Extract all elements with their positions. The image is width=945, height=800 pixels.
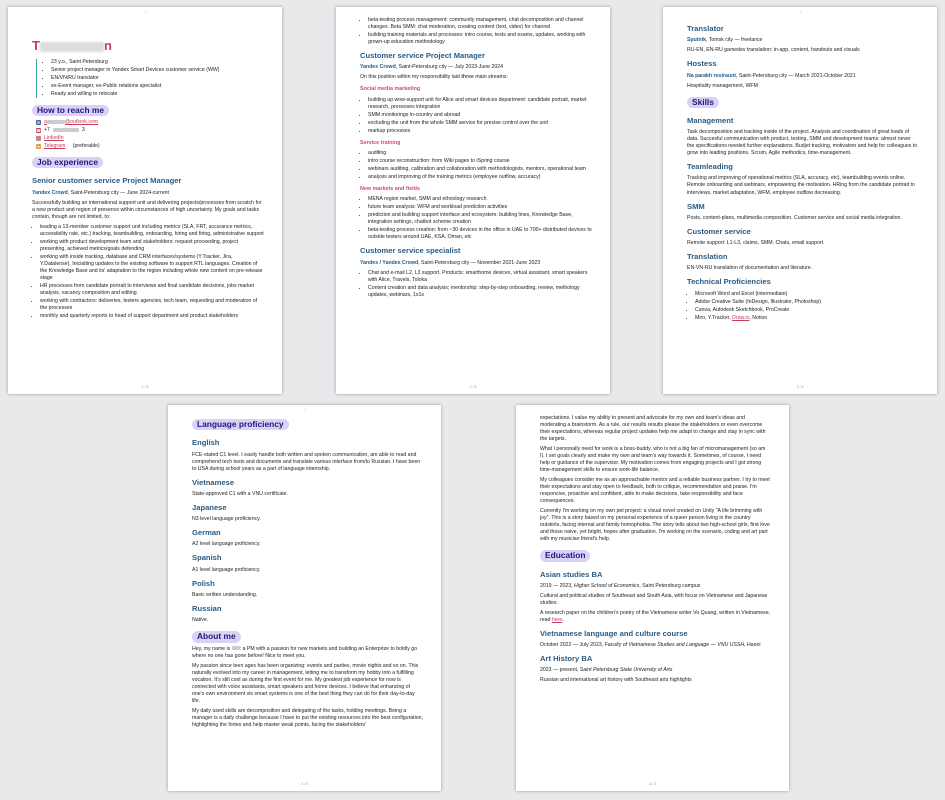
edu-desc-asian: Cultural and political studies of Southeast and South Asia, with focus on Vietnamese and Japanese studies. xyxy=(540,592,768,606)
job-intro-pm: On this position within my responsibility laid three main streams: xyxy=(360,74,508,81)
stream-heading-markets: New markets and fields xyxy=(360,186,420,193)
page-2 xyxy=(336,7,610,394)
job-meta-specialist: Yandex / Yandex Crowd, Saint-Petersburg city — November 2021-June 2023 xyxy=(360,259,541,266)
list-item: • HR processes from candidate portrait to interviews and final candidate decisions, jobs market analysis, vacancy composition and editing xyxy=(40,283,264,297)
job-meta-senior: Yandex Crowd, Saint-Petersburg city — June 2024-current xyxy=(32,189,169,196)
list-item: • beta-testing process management: community management, chat decomposition and channel changes. Beta SMM: chat moderation, creating content (text, video) for channel xyxy=(368,17,592,31)
page-number: 4 / 5 xyxy=(301,782,308,787)
page-number: 2 / 5 xyxy=(469,385,477,390)
edu-title-vietnamese: Vietnamese language and culture course xyxy=(540,628,688,638)
job-title-hostess: Hostess xyxy=(687,59,717,69)
edu-title-art: Art History BA xyxy=(540,654,593,664)
lang-desc-polish: Basic written understanding. xyxy=(192,591,258,598)
job-intro-senior: Successfully building an international support unit and delivering projects/processes from scratch for a new product and region of presence within circumstances of high uncertainty. My goals and tasks contain, though are not limited, to: xyxy=(32,199,262,220)
list-item: • intro course reconstruction: from Wiki pages to iSpring course xyxy=(368,158,592,165)
skill-title-customer-service: Customer service xyxy=(687,226,751,236)
lang-title-english: English xyxy=(192,438,220,448)
job-title-senior: Senior customer service Project Manager xyxy=(32,176,182,186)
page-top-marker xyxy=(168,408,441,412)
skill-desc-management: Task decomposition and tracking inside of the project. Analysis and coordination of great loads of data. Succesful communication with product, testing, SMM and development teams: almost never the specifications needed further explanations. Budjet tracking, motivation and help for colleagues to grow into leading positions. Scrum, Agile methodics, time-management. xyxy=(687,129,918,157)
languages-heading: Language proficiency xyxy=(192,419,289,430)
skill-desc-translation: EN-VN-RU translation of documentation and literature. xyxy=(687,265,813,272)
list-item: • markup processes xyxy=(368,128,592,135)
stream-heading-smm: Social media marketing xyxy=(360,86,421,93)
page-number: 5 / 5 xyxy=(649,782,656,787)
job-meta-translator: Sputnik, Tomsk city — freelance xyxy=(687,37,763,44)
lang-desc-russian: Native. xyxy=(192,617,209,624)
list-item: • future team analysis: WFM and workload prediction activities xyxy=(368,204,592,211)
stream-heading-training: Service training xyxy=(360,139,401,146)
about-paragraph-2: My passion since teen ages has been organizing: events and parties, movie nights and so on. This naturally evolved into my career in management, letting me to transform my hobby into a fulfilling vocation. It's still cool as during the first event for me. My greatest job experience for now is connected with voice assistants, smart speakers and home devices. I believe that enhancing of one's own environment vis smart systems is one of the best thing they can do for their day-to-day life. xyxy=(192,662,419,704)
about-paragraph-1: Hey, my name is : a PM with a passion for new markets and building an Enterprize to boldly go where no one has gone before! Nice to meet you. xyxy=(192,645,418,659)
telegram-link[interactable]: Telegram xyxy=(44,143,66,150)
edu-meta-art: 2023 — present, Saint Petersburg State University of Arts xyxy=(540,667,673,674)
telegram-icon: ➤ xyxy=(36,144,41,150)
list-item: • webinars auditing, calibration and collaboration with methodologists, mentors, operational team xyxy=(368,166,592,173)
linkedin-link[interactable]: LinkedIn xyxy=(44,135,64,141)
link-icon: 🔗 xyxy=(36,136,41,141)
skill-title-smm: SMM xyxy=(687,201,705,211)
lang-desc-japanese: N3 level language proficiency. xyxy=(192,516,261,523)
page-3 xyxy=(663,7,937,394)
edu-desc-art: Russian and international art history with Southeast arts highlights xyxy=(540,677,692,684)
mail-icon: ✉ xyxy=(36,119,41,125)
list-item: • Miro, Y.Tracker, Draw.io, Notion xyxy=(695,315,919,322)
lang-title-japanese: Japanese xyxy=(192,502,227,512)
list-item: • analysis and improving of the training metrics (employee outflow, accuracy) xyxy=(368,174,592,181)
list-item: • Chat and e-mail L2, L3 support. Products: smarthome devices, virtual assistant, smart speakers with Alice, Travels, Toloka xyxy=(368,270,592,284)
lang-title-russian: Russian xyxy=(192,603,222,613)
lang-desc-german: A2 level language proficiency. xyxy=(192,541,261,548)
page-number: 1 / 5 xyxy=(141,385,149,390)
job-items-senior-cont xyxy=(368,17,592,46)
stream-items-training xyxy=(368,150,592,181)
drawio-link[interactable]: Draw.io xyxy=(732,314,750,321)
email-link[interactable]: a @outlook.com xyxy=(44,118,99,125)
job-title-pm: Customer service Project Manager xyxy=(360,51,485,61)
job-items-senior xyxy=(40,224,264,320)
list-item: • SMM monitorings in-country and abroad xyxy=(368,112,592,119)
skill-desc-smm: Posts, content-plans, multimedia composition. Customer service and social media integration. xyxy=(687,214,902,221)
candidate-name: T n xyxy=(32,38,112,53)
education-heading: Education xyxy=(540,550,590,561)
name-redaction xyxy=(40,42,104,52)
page-top-marker xyxy=(8,10,282,14)
stream-items-markets xyxy=(368,196,592,241)
page-number: 3 / 5 xyxy=(796,385,804,390)
tech-list xyxy=(695,291,919,322)
list-item: • building training materials and processes: intro course, tests and exams, updates, working with grown-up education methodology xyxy=(368,32,592,46)
list-item: • Microsoft Word and Excel (intermediate) xyxy=(695,291,919,298)
lang-desc-english: FCE-stated C1 level. I easily handle both written and spoken communication, am able to read and comprehend tech texts and documents and translate various interface from/to Russian. I have been to USA during school years as a part of language internship. xyxy=(192,451,421,472)
about-paragraph-3: My daily used skills are decomposition and delegating of the tasks, holding meetings. Being a manager is a daily challenge because I have to put the existing resources into the best configuration, highlighting the fortes and help master weak points, facing the stakeholders' xyxy=(192,707,423,728)
profile-bullet: • EN/VN/RU translator xyxy=(51,75,264,82)
stream-items-smm xyxy=(368,97,592,135)
job-desc-translator: RU-EN, EN-RU gamedev translation: in-app, content, handouts and visuals xyxy=(687,47,860,54)
profile-bullet: • ex-Event manager, ex-Public relations specialist xyxy=(51,83,264,90)
skill-title-teamleading: Teamleading xyxy=(687,162,733,172)
page-1 xyxy=(8,7,282,394)
list-item: • Content creation and data analysis; mentorship: step-by-step onboarding, review, methology updates, webinars, 1x1s xyxy=(368,285,592,299)
lang-desc-vietnamese: State-approved C1 with a VNU certificate. xyxy=(192,490,289,497)
skill-desc-customer-service: Remote support: L1-L3, claims, SMM. Chats, email support. xyxy=(687,240,825,247)
skill-title-translation: Translation xyxy=(687,252,728,262)
list-item: • excluding the unit from the whole SMM service for precise control over the unit xyxy=(368,120,592,127)
list-item: • Adobe Creative Suite (InDesign, Illustrator, Photoshop) xyxy=(695,299,919,306)
phone-icon: ☎ xyxy=(36,127,41,133)
lang-desc-spanish: A1 level language proficiency. xyxy=(192,566,261,573)
profile-bullets xyxy=(36,59,264,98)
edu-meta-vietnamese: October 2022 — July 2023, Faculty of Vietnamese Studies and Language — VNU USSH, Hanoi xyxy=(540,642,761,649)
profile-bullet: • 23 y.o., Saint Petersburg xyxy=(51,59,264,66)
lang-title-polish: Polish xyxy=(192,578,215,588)
contact-heading: How to reach me xyxy=(32,105,109,116)
job-desc-hostess: Hospitality management, WFM xyxy=(687,82,758,89)
paper-link[interactable]: here xyxy=(551,616,563,623)
page-4 xyxy=(168,405,441,791)
lang-title-spanish: Spanish xyxy=(192,553,222,563)
contact-linkedin xyxy=(36,135,264,142)
phone-redaction xyxy=(53,128,79,132)
lang-title-vietnamese: Vietnamese xyxy=(192,477,235,487)
lang-title-german: German xyxy=(192,528,221,538)
profile-bullet: • Ready and willing to relocate xyxy=(51,91,264,98)
edu-meta-asian: 2019 — 2023, Higher School of Economics, Saint Petersburg campus xyxy=(540,582,701,589)
skill-desc-teamleading: Tracking and improving of operational metrics (SLA, accuracy, etc), teambuilding events online. Remote onboarding and webinars, empowering the motivation. HRing from the candidate portrait to interviews, market adaptation, WFM, employee outflow decreasing. xyxy=(687,175,915,196)
list-item: • auditing xyxy=(368,150,592,157)
page-top-marker xyxy=(663,10,937,14)
job-meta-hostess: Na parakh restraunt, Saint-Petersburg city — March 2021-October 2021 xyxy=(687,72,856,79)
list-item: • working with contractors: deliveries, testers agencies, tech team, requesting and moderation of the processes xyxy=(40,298,264,312)
edu-paper-asian: A research paper on the children's poetry of the Vietnamese writer Vo Quang, written in Vietnamese, read here. xyxy=(540,609,771,623)
job-items-specialist xyxy=(368,270,592,299)
contact-phone: ☎ +7 3 xyxy=(36,126,85,133)
about-paragraph-5: What I personally need for work is a boss-buddy, who is not a big fan of micromanagement (so am I). I set goals clearly and make my own and team's way towards it. Sometimes, of course, I need help or guidance of the supervisor. My motivation comes from engaging projects and I got strong time-management skills to ensure work-life balance. xyxy=(540,446,766,474)
skill-title-management: Management xyxy=(687,115,734,125)
list-item: • building up wow-support unit for Alice and smart devices department: candidate portrait, market research, processes integration xyxy=(368,97,592,111)
list-item: • Canva, Autodesk Sketchbook, ProCreate xyxy=(695,307,919,314)
contact-email xyxy=(36,119,264,126)
list-item: • working with inside tracking, database and CRM interfaces/systems (Y.Tracker, Jira, Y.Datalense). Inicialting updates to the existing software to support RTL languages. Creation of the Knowledge Base and its' adaptation to the region including whole new content on pre-release stage xyxy=(40,254,264,282)
job-meta-pm: Yandex Crowd, Saint-Petersburg city — July 2023-June 2024 xyxy=(360,64,504,71)
list-item: • leading a 13-member customer support unit including metrics (SLA, FRT, accurance metrics, accessibility rate, etc.) tracking, teambuilding, onboarding, hiring and firing, administrative support xyxy=(40,224,264,238)
skill-title-technical: Technical Proficiencies xyxy=(687,277,771,287)
about-paragraph-4: expectations. I value my ability to present and advocate for my own and team's ideas and moderating a brainstorm. As a rule, our results results please the stakeholders or even overcome their expectations, whereas regular project updates help me adapt to change and stay in sync with the targets. xyxy=(540,415,766,443)
email-redaction xyxy=(47,120,65,124)
list-item: • MENA region market, SMM and ethnology research xyxy=(368,196,592,203)
page-5 xyxy=(516,405,789,791)
list-item: • prediction and building support interface and ecosystem: building lines, Knowledge Base, integration settings, chatbot scheme creation xyxy=(368,212,592,226)
skills-heading: Skills xyxy=(687,97,719,108)
edu-title-asian: Asian studies BA xyxy=(540,569,603,579)
contact-telegram: ➤ Telegram (preferable) xyxy=(36,143,100,150)
experience-heading: Job experience xyxy=(32,157,103,168)
profile-bullet: • Senior project manager in Yandex Smart Devices customer service (WW) xyxy=(51,67,264,74)
contact-list xyxy=(36,119,264,150)
about-heading: About me xyxy=(192,631,241,642)
about-paragraph-7: Currently I'm working on my own pet project: a visual novel created on Unity "A life brimming with joy". This is a story based on my personal experience of a queer person living in the country outskirts, facing internal and family homophobia. The story tells about two high-school girls, first love and those naive, yet bright, hopes after graduation. I'm working on the scenario, coding and art part with my musician friend's help. xyxy=(540,508,770,543)
job-title-specialist: Customer service specialist xyxy=(360,246,461,256)
job-title-translator: Translator xyxy=(687,24,724,33)
list-item: • monthly and quarterly reports to head of support department and product stakeholders xyxy=(40,313,264,320)
about-paragraph-6: My colleagues consider me as an approachable mentor and a reliable business partner. I try to meet their expectations and stay open to feedback, both to critique, recommendation and praise. I'm responcive, proactive and confident, able to make decisions, take responsibility and face consequences. xyxy=(540,477,770,505)
list-item: • beta-testing process creation: from ~30 devices in the office in UAE to 700+ distributed devices to outside testers around UAE, KSA, Oman, etc xyxy=(368,227,592,241)
name-redaction xyxy=(232,646,240,650)
list-item: • working with product development team and stakeholders: request proceeding, project presenting, achieved metrics/goals defending xyxy=(40,239,264,253)
